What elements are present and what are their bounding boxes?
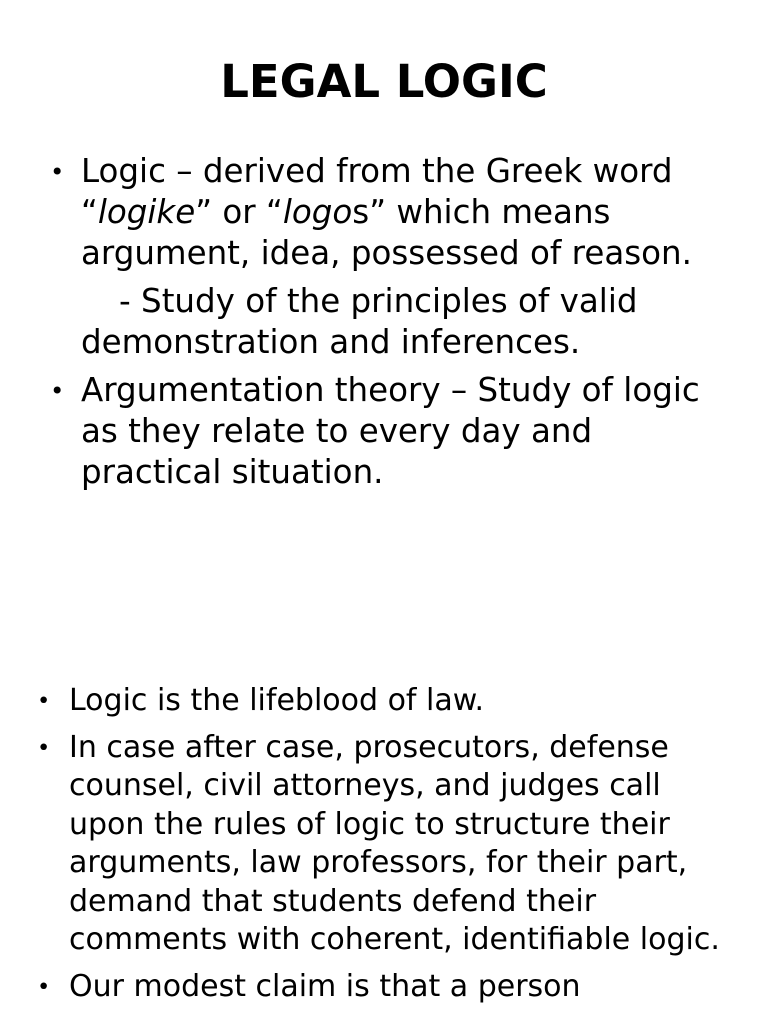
bullet-icon: • bbox=[37, 734, 51, 761]
bullet-icon: • bbox=[37, 688, 51, 714]
bullet-icon: • bbox=[50, 376, 65, 405]
logic-definition-tail: s” which means argument, idea, possessed of reason. bbox=[81, 193, 692, 272]
list-item-text: Logic is the lifeblood of law. bbox=[69, 683, 485, 718]
logic-definition-mid: ” or “ bbox=[195, 193, 283, 231]
list-item-text: In case after case, prosecutors, defense counsel, civil attorneys, and judges call upon the rules of logic to structure their arguments, law professors, for their part, demand that students defend their comments with coherent, identifiable logic. bbox=[69, 729, 720, 957]
list-item-logic-definition bbox=[50, 151, 740, 363]
logic-sub-point-text: - Study of the principles of valid demonstration and inferences. bbox=[81, 282, 638, 361]
list-item-text: Our modest claim is that a person bbox=[69, 968, 581, 1004]
logic-sub-point bbox=[81, 281, 740, 363]
list-item bbox=[37, 682, 737, 721]
list-item bbox=[37, 729, 737, 960]
logike-term: logike bbox=[97, 193, 196, 231]
list-item-argumentation-theory bbox=[50, 370, 740, 493]
logos-term: logo bbox=[282, 193, 353, 231]
slide-title: LEGAL LOGIC bbox=[220, 55, 548, 108]
bullet-icon: • bbox=[37, 973, 51, 1000]
list-item bbox=[37, 968, 737, 1007]
logic-definition-lead: Logic – derived from the Greek word “ bbox=[81, 152, 673, 231]
bullet-icon: • bbox=[50, 157, 65, 186]
argumentation-theory-text: Argumentation theory – Study of logic as they relate to every day and practical situation. bbox=[81, 371, 700, 491]
slide-2-bullet-list bbox=[37, 682, 737, 1006]
slide-1-bullet-list bbox=[50, 151, 740, 493]
